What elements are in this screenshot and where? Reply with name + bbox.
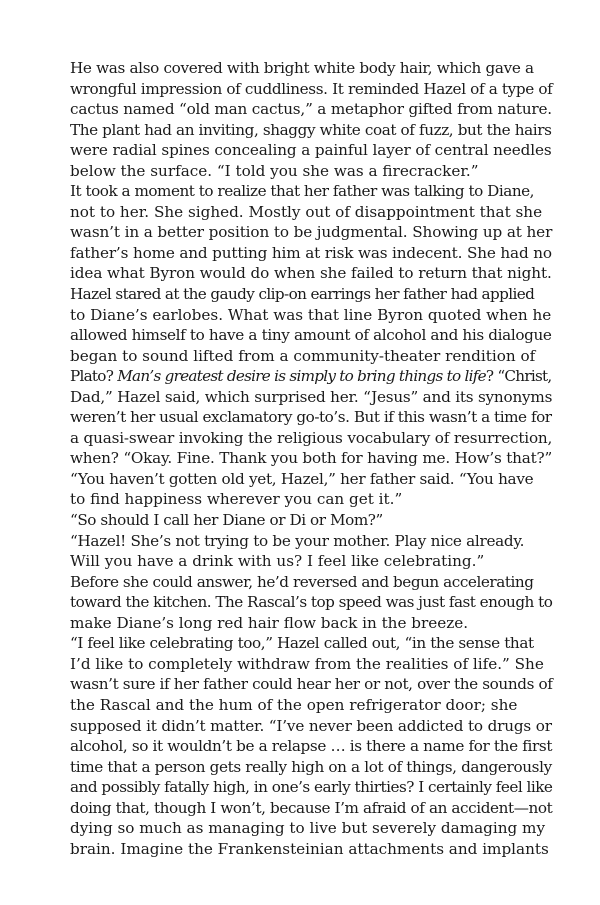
text-line: Before she could answer, he’d reversed and begun accelerating <box>70 572 534 591</box>
paragraph-3 <box>52 284 552 469</box>
text-line: Will you have a drink with us? I feel like celebrating.” <box>70 552 485 571</box>
text-line: a quasi-swear invoking the religious vocabulary of resurrection, <box>70 428 553 447</box>
text-line: the Rascal and the hum of the open refrigerator door; she <box>70 695 518 714</box>
italic-quote: Man’s greatest desire is simply to bring things to life <box>117 367 486 386</box>
text-line: allowed himself to have a tiny amount of alcohol and his dialogue <box>70 326 552 345</box>
text-line: “I feel like celebrating too,” Hazel called out, “in the sense that <box>70 634 534 653</box>
paragraph-5 <box>52 510 552 531</box>
text-line: supposed it didn’t matter. “I’ve never been addicted to drugs or <box>70 716 552 735</box>
paragraph-7 <box>52 572 552 634</box>
paragraph-6 <box>52 531 552 572</box>
text-line: alcohol, so it wouldn’t be a relapse … is there a name for the first <box>70 737 553 756</box>
text-line: dying so much as managing to live but severely damaging my <box>70 819 546 838</box>
text-run: Plato? <box>70 367 118 386</box>
text-line: I’d like to completely withdraw from the realities of life.” She <box>70 654 544 673</box>
text-line: cactus named “old man cactus,” a metaphor gifted from nature. <box>70 100 552 119</box>
text-line: idea what Byron would do when she failed to return that night. <box>70 264 552 283</box>
text-line: time that a person gets really high on a lot of things, dangerously <box>70 757 552 776</box>
text-line: It took a moment to realize that her father was talking to Diane, <box>70 182 534 201</box>
text-line: Hazel stared at the gaudy clip-on earrings her father had applied <box>70 285 535 304</box>
text-line-with-italic-quote <box>52 366 552 387</box>
text-line: “You haven’t gotten old yet, Hazel,” her father said. “You have <box>70 469 534 488</box>
text-line: to Diane’s earlobes. What was that line Byron quoted when he <box>70 305 552 324</box>
text-line: brain. Imagine the Frankensteinian attachments and implants <box>70 839 549 858</box>
paragraph-2 <box>52 181 552 284</box>
text-line: weren’t her usual exclamatory go-to’s. But if this wasn’t a time for <box>70 408 552 427</box>
text-line: The plant had an inviting, shaggy white coat of fuzz, but the hairs <box>70 120 552 139</box>
paragraph-8 <box>52 633 552 859</box>
text-line: began to sound lifted from a community-theater rendition of <box>70 346 536 365</box>
text-line: and possibly fatally high, in one’s early thirties? I certainly feel like <box>70 778 553 797</box>
text-line: doing that, though I won’t, because I’m afraid of an accident—not <box>70 798 553 817</box>
text-line: father’s home and putting him at risk was indecent. She had no <box>70 243 552 262</box>
text-line: not to her. She sighed. Mostly out of disappointment that she <box>70 202 543 221</box>
text-line: wrongful impression of cuddliness. It reminded Hazel of a type of <box>70 79 553 98</box>
text-line: “Hazel! She’s not trying to be your mother. Play nice already. <box>70 531 525 550</box>
text-line: when? “Okay. Fine. Thank you both for having me. How’s that?” <box>70 449 553 468</box>
text-run: ? “Christ, <box>485 367 552 386</box>
text-line: He was also covered with bright white body hair, which gave a <box>70 59 534 77</box>
text-line: were radial spines concealing a painful layer of central needles <box>70 141 552 160</box>
text-line: to find happiness wherever you can get it.” <box>70 490 403 509</box>
text-line: below the surface. “I told you she was a firecracker.” <box>70 161 479 180</box>
book-page <box>52 58 552 859</box>
text-line: wasn’t sure if her father could hear her or not, over the sounds of <box>70 675 553 694</box>
text-line: toward the kitchen. The Rascal’s top speed was just fast enough to <box>70 593 553 612</box>
text-line: Dad,” Hazel said, which surprised her. “Jesus” and its synonyms <box>70 387 553 406</box>
text-line: make Diane’s long red hair flow back in the breeze. <box>70 613 469 632</box>
text-line: wasn’t in a better position to be judgmental. Showing up at her <box>70 223 553 242</box>
text-line: “So should I call her Diane or Di or Mom?” <box>70 511 383 530</box>
paragraph-4 <box>52 469 552 510</box>
paragraph-1 <box>52 58 552 181</box>
